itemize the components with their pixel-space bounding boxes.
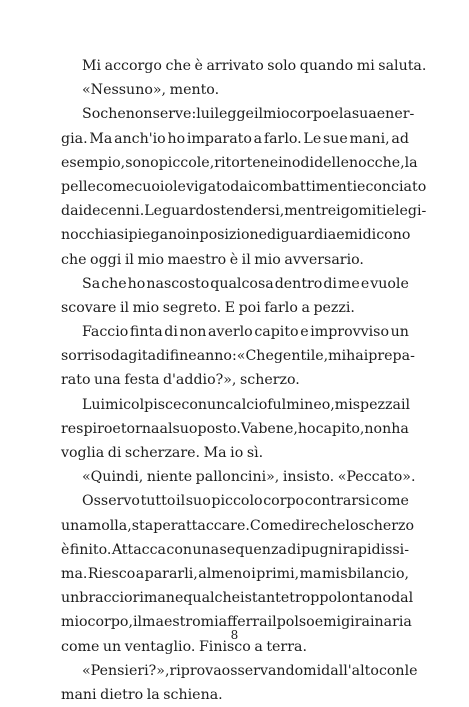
word: conciato — [365, 178, 427, 195]
word: quando — [299, 58, 354, 74]
word: Ma — [203, 445, 227, 461]
word: palloncini», — [195, 469, 280, 486]
word: piccole, — [158, 154, 215, 171]
text-line — [61, 102, 415, 126]
word: rapidissi- — [342, 541, 409, 558]
word: sequenza — [219, 541, 287, 558]
word: sono — [125, 154, 159, 171]
text-line — [61, 441, 409, 465]
text-line — [61, 78, 409, 102]
word: e — [357, 178, 366, 195]
word: gira — [341, 614, 370, 631]
word: corpo — [263, 493, 305, 510]
word: di — [156, 348, 170, 365]
word: lontano — [337, 590, 392, 607]
text-line — [61, 465, 416, 489]
word: delle — [314, 154, 350, 171]
text-line — [61, 223, 409, 247]
word: di — [287, 541, 301, 558]
word: i — [336, 203, 341, 220]
word: mento. — [169, 82, 220, 99]
word: mio — [263, 106, 290, 123]
word: gentile, — [273, 348, 329, 365]
word: tutto — [140, 493, 176, 510]
word: dai — [230, 178, 253, 195]
word: il — [253, 106, 264, 123]
word: scovare — [61, 299, 117, 316]
word: scherzo. — [239, 372, 300, 389]
word: gia. — [61, 130, 88, 147]
word: mi — [344, 227, 363, 244]
word: poi — [238, 299, 261, 316]
word: mi — [334, 396, 353, 413]
word: piegano — [128, 227, 186, 244]
word: mi — [356, 58, 375, 74]
word: hai — [346, 348, 369, 365]
word: Va — [240, 420, 259, 437]
word: combattimenti — [252, 178, 358, 195]
text-line — [61, 514, 415, 538]
word: ener- — [376, 106, 415, 123]
word: non — [364, 420, 392, 437]
word: nei — [260, 154, 283, 171]
text-line — [61, 659, 418, 683]
word: bene, — [258, 420, 298, 437]
word: gomiti — [340, 203, 387, 220]
word: Riesco — [87, 565, 136, 582]
text-line — [61, 272, 409, 296]
page-number: 8 — [230, 628, 239, 642]
word: osservandomi — [221, 662, 322, 679]
word: e — [300, 324, 309, 341]
word: contrarsi — [304, 493, 370, 510]
word: Sa — [82, 275, 101, 292]
word: saluta. — [378, 58, 427, 74]
word: avversario. — [284, 251, 364, 268]
word: serve: — [152, 106, 197, 123]
word: levigato — [173, 178, 231, 195]
word: accorgo — [104, 58, 162, 74]
word: «Che — [236, 348, 274, 365]
word: il — [132, 614, 143, 631]
word: il — [119, 299, 130, 316]
word: a — [254, 638, 263, 655]
word: che — [319, 517, 346, 534]
word: nodi — [282, 154, 315, 171]
word: che — [101, 275, 127, 292]
word: lo — [345, 517, 359, 534]
word: vuole — [370, 275, 409, 292]
word: pugni — [301, 541, 343, 558]
word: «Nessuno», — [82, 82, 167, 99]
word: mani, — [349, 130, 390, 147]
word: corpo, — [87, 614, 133, 631]
word: farlo — [264, 299, 298, 316]
word: mio — [137, 251, 164, 268]
word: una — [192, 541, 220, 558]
word: ha — [391, 420, 409, 437]
word: ventaglio. — [124, 638, 196, 655]
word: legge — [214, 106, 254, 123]
word: festa — [124, 372, 160, 389]
text-line — [61, 296, 409, 320]
word: capito — [254, 324, 299, 341]
word: istante — [240, 590, 290, 607]
word: il — [124, 251, 134, 268]
word: e — [386, 203, 395, 220]
text-line — [61, 54, 427, 78]
word: mio — [254, 251, 281, 268]
word: maestro — [167, 251, 227, 268]
word: Faccio — [82, 324, 129, 341]
word: capito, — [315, 420, 365, 437]
word: decenni. — [83, 203, 145, 220]
word: sta — [131, 517, 154, 534]
word: di — [267, 227, 281, 244]
word: spezza — [352, 396, 401, 413]
word: oggi — [90, 251, 122, 268]
word: ho — [127, 275, 146, 292]
word: e — [330, 106, 339, 123]
word: con — [378, 662, 405, 679]
word: che — [100, 106, 126, 123]
word: ma — [299, 565, 322, 582]
word: si — [116, 227, 129, 244]
word: prepa- — [368, 348, 415, 365]
word: corpo — [289, 106, 331, 123]
word: pezzi. — [313, 299, 355, 316]
word: Attacca — [111, 541, 167, 558]
word: mi — [323, 614, 342, 631]
word: terra. — [266, 638, 307, 655]
text-line — [61, 562, 409, 586]
word: mi — [200, 614, 219, 631]
text-line — [61, 248, 409, 272]
word: di — [107, 445, 122, 461]
word: attaccare. — [177, 517, 250, 534]
word: nocche, — [349, 154, 405, 171]
word: afferra — [218, 614, 268, 631]
word: la — [146, 686, 160, 703]
word: sorriso — [61, 348, 111, 365]
body-text — [61, 54, 427, 707]
word: il — [176, 493, 186, 510]
word: la — [404, 154, 418, 171]
word: come — [95, 178, 135, 195]
word: anch'io — [114, 130, 166, 147]
word: polso — [276, 614, 315, 631]
word: scherzare. — [124, 445, 201, 461]
word: finito. — [69, 541, 112, 558]
word: posto. — [197, 420, 241, 437]
word: imparato — [186, 130, 252, 147]
word: non — [125, 106, 153, 123]
text-line — [61, 683, 409, 707]
word: dentro — [274, 275, 323, 292]
word: le — [404, 662, 418, 679]
word: aria — [383, 614, 412, 631]
word: gita — [128, 348, 157, 365]
word: un — [102, 638, 122, 655]
word: improvviso — [310, 324, 390, 341]
word: guardia — [280, 227, 337, 244]
word: «Peccato». — [337, 469, 416, 486]
word: Come — [249, 517, 292, 534]
word: una — [94, 372, 121, 389]
word: braccio — [79, 590, 133, 607]
word: i — [251, 565, 256, 582]
text-line — [61, 538, 409, 562]
word: schiena. — [163, 686, 223, 703]
word: fine — [169, 348, 197, 365]
word: So — [82, 106, 101, 123]
word: le — [394, 203, 408, 220]
word: è — [194, 58, 203, 74]
word: sue — [322, 130, 348, 147]
word: dietro — [100, 686, 144, 703]
word: un — [390, 324, 409, 341]
word: rimane — [132, 590, 184, 607]
word: mio — [132, 299, 160, 316]
text-line — [61, 368, 409, 392]
word: me — [337, 275, 360, 292]
text-line — [61, 320, 409, 344]
word: per — [153, 517, 178, 534]
word: pelle — [61, 178, 96, 195]
word: dal — [391, 590, 414, 607]
word: come — [370, 493, 409, 510]
text-line — [61, 151, 418, 175]
word: insisto. — [282, 469, 335, 486]
word: io — [230, 445, 244, 461]
word: e — [314, 614, 324, 631]
word: Osservo — [82, 493, 140, 510]
word: anno: — [196, 348, 237, 365]
word: sì. — [246, 445, 264, 461]
word: cuoio — [134, 178, 174, 195]
word: lui — [196, 106, 215, 123]
text-line — [61, 489, 409, 513]
word: al — [159, 420, 173, 437]
word: piccolo — [211, 493, 263, 510]
word: mio — [61, 614, 88, 631]
word: mi — [105, 396, 124, 413]
word: come — [61, 638, 100, 655]
word: colpisce — [123, 396, 182, 413]
word: respiro — [61, 420, 113, 437]
word: ho — [297, 420, 316, 437]
text-line — [61, 393, 409, 417]
word: Mi — [82, 58, 102, 74]
word: e — [112, 420, 121, 437]
word: e — [360, 275, 370, 292]
text-line — [61, 344, 415, 368]
text-line — [61, 417, 409, 441]
word: con — [181, 396, 208, 413]
word: in — [369, 614, 384, 631]
word: Le — [144, 203, 163, 220]
word: Finisco — [198, 638, 251, 655]
word: esempio, — [61, 154, 126, 171]
word: dicono — [362, 227, 411, 244]
word: che — [61, 251, 87, 268]
word: finta — [129, 324, 163, 341]
word: il — [400, 396, 411, 413]
word: non — [179, 324, 207, 341]
word: una — [61, 517, 88, 534]
word: ma. — [61, 565, 88, 582]
word: scherzo — [358, 517, 415, 534]
word: averlo — [207, 324, 253, 341]
word: mi — [328, 348, 347, 365]
word: Le — [303, 130, 322, 147]
word: Lui — [82, 396, 106, 413]
word: mani — [61, 686, 97, 703]
word: la — [338, 106, 352, 123]
word: il — [241, 251, 251, 268]
word: farlo. — [263, 130, 302, 147]
text-line — [61, 175, 427, 199]
word: solo — [267, 58, 297, 74]
text-line — [61, 586, 414, 610]
word: rato — [61, 372, 91, 389]
word: ho — [167, 130, 186, 147]
word: dire — [291, 517, 320, 534]
word: in — [185, 227, 200, 244]
text-line — [61, 199, 427, 223]
word: segreto. — [162, 299, 222, 316]
word: fulmineo, — [267, 396, 335, 413]
word: d'addio?», — [162, 372, 237, 389]
word: voglia — [61, 445, 105, 461]
word: stendersi, — [213, 203, 285, 220]
word: «Pensieri?», — [82, 662, 170, 679]
word: con — [166, 541, 193, 558]
word: da — [110, 348, 129, 365]
word: E — [224, 299, 236, 316]
word: pararli, — [144, 565, 198, 582]
word: sbilancio, — [340, 565, 409, 582]
word: qualche — [183, 590, 241, 607]
word: arrivato — [206, 58, 264, 74]
word: è — [229, 251, 239, 268]
word: maestro — [142, 614, 201, 631]
word: a — [301, 299, 310, 316]
word: mi — [321, 565, 340, 582]
word: sua — [351, 106, 377, 123]
word: il — [267, 614, 277, 631]
word: a — [135, 565, 145, 582]
text-line — [61, 127, 409, 151]
word: che — [165, 58, 191, 74]
word: e — [336, 227, 345, 244]
word: molla, — [87, 517, 132, 534]
word: suo — [172, 420, 198, 437]
word: gi- — [407, 203, 427, 220]
word: Ma — [89, 130, 113, 147]
word: calcio — [225, 396, 268, 413]
word: ritorte — [214, 154, 261, 171]
word: torna — [120, 420, 160, 437]
word: posizione — [199, 227, 268, 244]
word: di — [323, 275, 337, 292]
word: troppo — [289, 590, 337, 607]
word: ad — [391, 130, 409, 147]
word: niente — [146, 469, 193, 486]
word: di — [164, 324, 178, 341]
word: qualcosa — [210, 275, 274, 292]
word: almeno — [198, 565, 251, 582]
word: a — [253, 130, 263, 147]
word: un — [61, 590, 80, 607]
word: riprova — [169, 662, 222, 679]
word: guardo — [162, 203, 214, 220]
word: mentre — [284, 203, 337, 220]
word: primi, — [256, 565, 300, 582]
word: è — [61, 541, 70, 558]
word: dai — [61, 203, 84, 220]
word: un — [207, 396, 226, 413]
word: nocchia — [61, 227, 117, 244]
word: «Quindi, — [82, 469, 144, 486]
word: dall'alto — [321, 662, 379, 679]
word: suo — [185, 493, 211, 510]
word: nascosto — [146, 275, 210, 292]
